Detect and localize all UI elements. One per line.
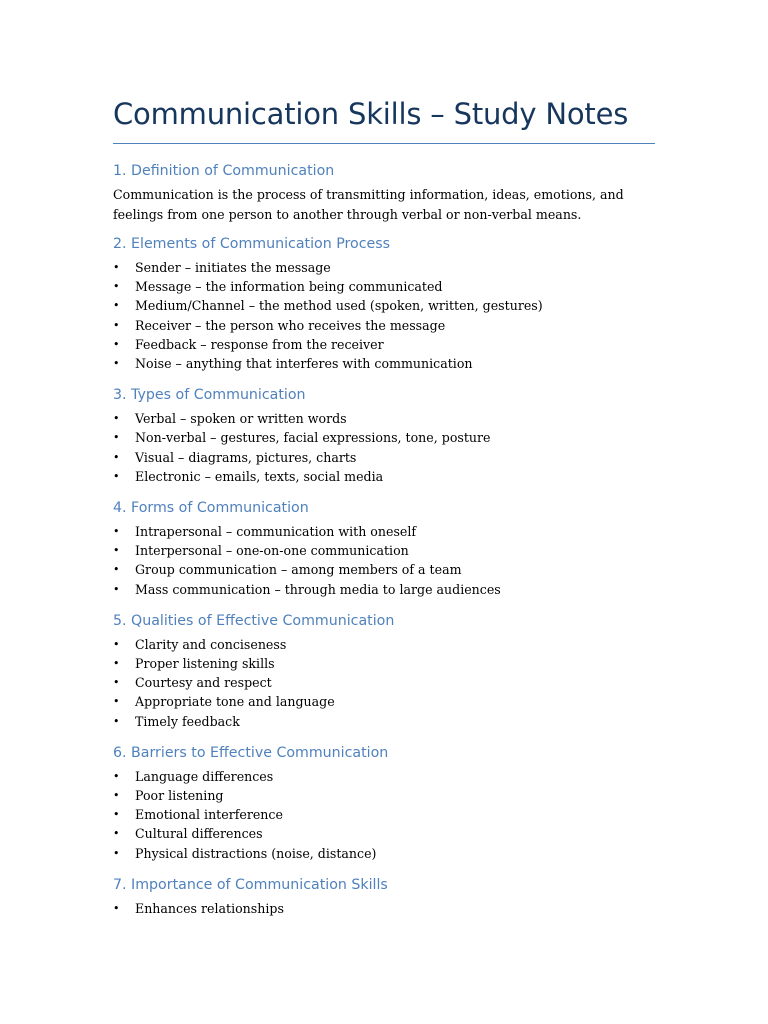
list-item-text: Electronic – emails, texts, social media	[135, 468, 384, 484]
list-item	[113, 409, 655, 428]
list-item-text: Physical distractions (noise, distance)	[135, 845, 377, 861]
section-heading: 7. Importance of Communication Skills	[113, 876, 388, 893]
bullet-icon: •	[113, 525, 120, 539]
list-item	[113, 899, 655, 918]
list-item	[113, 522, 655, 541]
list-item	[113, 467, 655, 486]
page-title: Communication Skills – Study Notes	[113, 97, 629, 131]
list-item-text: Sender – initiates the message	[135, 260, 331, 275]
bullet-icon: •	[113, 808, 120, 822]
list-item-text: Appropriate tone and language	[135, 694, 335, 710]
list-item-text: Enhances relationships	[135, 900, 284, 916]
list-item-text: Message – the information being communicated	[135, 279, 443, 295]
bullet-icon: •	[113, 582, 120, 596]
list-item-text: Group communication – among members of a team	[135, 562, 462, 578]
bullet-icon: •	[113, 544, 120, 558]
list-item	[113, 654, 655, 673]
list-item-text: Non-verbal – gestures, facial expressions, tone, posture	[135, 430, 491, 446]
list-item-text: Proper listening skills	[135, 656, 275, 672]
list-item	[113, 354, 655, 373]
bullet-icon: •	[113, 657, 120, 671]
list-item-text: Medium/Channel – the method used (spoken, written, gestures)	[135, 298, 543, 314]
bullet-icon: •	[113, 769, 120, 783]
list-item-text: Intrapersonal – communication with oneself	[135, 524, 417, 540]
section-paragraph: Communication is the process of transmitting information, ideas, emotions, and feelings from one person to another through verbal or non-verbal means.	[113, 187, 624, 222]
list-item	[113, 712, 655, 731]
section-qualities	[113, 612, 655, 731]
list-item	[113, 844, 655, 863]
list-item-text: Noise – anything that interferes with communication	[135, 356, 473, 372]
list-item	[113, 448, 655, 467]
list-item	[113, 335, 655, 354]
bullet-icon: •	[113, 901, 120, 915]
bullet-icon: •	[113, 450, 120, 464]
list-item	[113, 673, 655, 692]
list-item-text: Interpersonal – one-on-one communication	[135, 543, 409, 559]
bullet-icon: •	[113, 676, 120, 690]
bullet-icon: •	[113, 563, 120, 577]
document-page	[113, 94, 655, 931]
title-divider	[113, 143, 655, 144]
list-item-text: Cultural differences	[135, 826, 263, 842]
bullet-icon: •	[113, 789, 120, 803]
bullet-icon: •	[113, 261, 120, 274]
list-item-text: Mass communication – through media to large audiences	[135, 581, 501, 597]
section-forms	[113, 499, 655, 599]
list-item	[113, 541, 655, 560]
list-item-text: Feedback – response from the receiver	[135, 336, 384, 352]
section-heading: 1. Definition of Communication	[113, 163, 335, 179]
list-item-text: Visual – diagrams, pictures, charts	[135, 449, 357, 465]
section-heading: 4. Forms of Communication	[113, 500, 309, 517]
bullet-icon: •	[113, 337, 120, 351]
section-elements	[113, 235, 655, 373]
list-item-text: Language differences	[135, 768, 274, 784]
list-item	[113, 580, 655, 599]
list-item	[113, 824, 655, 843]
bullet-icon: •	[113, 846, 120, 860]
list-item-text: Timely feedback	[135, 713, 240, 729]
bullet-list	[113, 635, 655, 731]
list-item	[113, 805, 655, 824]
bullet-list	[113, 899, 655, 918]
bullet-icon: •	[113, 357, 120, 371]
list-item	[113, 316, 655, 335]
list-item	[113, 635, 655, 654]
bullet-list	[113, 258, 655, 373]
list-item-text: Clarity and conciseness	[135, 636, 287, 652]
bullet-icon: •	[113, 412, 120, 426]
list-item-text: Courtesy and respect	[135, 675, 272, 691]
list-item	[113, 296, 655, 315]
bullet-list	[113, 767, 655, 863]
list-item	[113, 428, 655, 447]
bullet-icon: •	[113, 280, 120, 294]
list-item-text: Emotional interference	[135, 807, 283, 823]
list-item-text: Receiver – the person who receives the message	[135, 317, 446, 333]
section-heading: 6. Barriers to Effective Communication	[113, 744, 389, 761]
bullet-icon: •	[113, 695, 120, 709]
section-heading: 5. Qualities of Effective Communication	[113, 612, 395, 629]
list-item	[113, 277, 655, 296]
bullet-icon: •	[113, 714, 120, 728]
bullet-list	[113, 522, 655, 599]
section-definition	[113, 162, 655, 225]
list-item-text: Verbal – spoken or written words	[135, 411, 347, 427]
section-heading: 2. Elements of Communication Process	[113, 236, 391, 252]
list-item	[113, 560, 655, 579]
bullet-icon: •	[113, 637, 120, 651]
list-item-text: Poor listening	[135, 788, 224, 804]
section-barriers	[113, 744, 655, 863]
bullet-icon: •	[113, 318, 120, 332]
list-item	[113, 767, 655, 786]
bullet-list	[113, 409, 655, 486]
list-item	[113, 692, 655, 711]
bullet-icon: •	[113, 431, 120, 445]
bullet-icon: •	[113, 299, 120, 313]
section-importance	[113, 876, 655, 918]
list-item	[113, 258, 655, 277]
list-item	[113, 786, 655, 805]
bullet-icon: •	[113, 827, 120, 841]
section-heading: 3. Types of Communication	[113, 387, 306, 404]
section-types	[113, 386, 655, 486]
bullet-icon: •	[113, 469, 120, 483]
